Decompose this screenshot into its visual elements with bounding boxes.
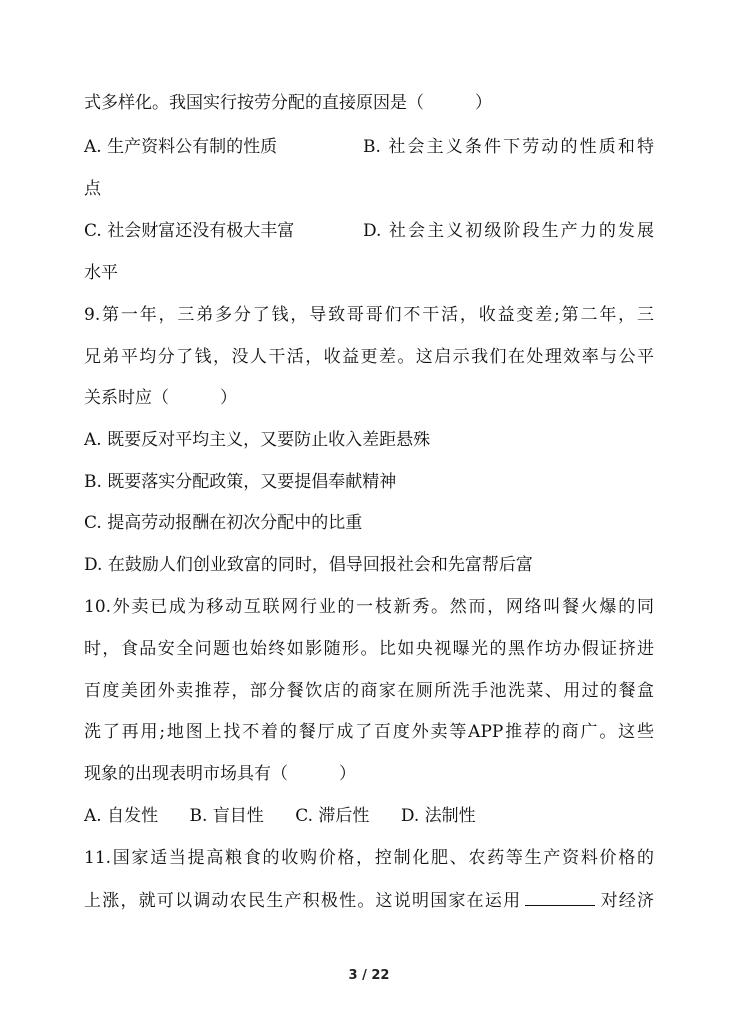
q11-stem-line-1: 11.国家适当提高粮食的收购价格，控制化肥、农药等生产资料价格的 bbox=[84, 848, 654, 868]
q9-option-d: D. 在鼓励人们创业致富的同时，倡导回报社会和先富帮后富 bbox=[84, 555, 533, 575]
q11-stem-line-2 bbox=[84, 889, 654, 912]
q10-stem-line-4: 洗了再用;地图上找不着的餐厅成了百度外卖等APP推荐的商广。这些 bbox=[84, 722, 654, 742]
q10-option-c: C. 滞后性 bbox=[295, 806, 370, 826]
q10-option-b: B. 盲目性 bbox=[189, 806, 264, 826]
q8-option-c: C. 社会财富还没有极大丰富 bbox=[84, 221, 295, 241]
q9-option-c: C. 提高劳动报酬在初次分配中的比重 bbox=[84, 513, 363, 533]
q10-stem-line-2: 时，食品安全问题也始终如影随形。比如央视曝光的黑作坊办假证挤进 bbox=[84, 639, 654, 659]
q8-option-b-continued: 点 bbox=[84, 179, 101, 199]
q9-stem-line-2: 兄弟平均分了钱，没人干活，收益更差。这启示我们在处理效率与公平 bbox=[84, 347, 654, 367]
page-number: 3 / 22 bbox=[348, 968, 390, 983]
q10-stem-line-5: 现象的出现表明市场具有（ ） bbox=[84, 764, 356, 784]
q8-option-a: A. 生产资料公有制的性质 bbox=[84, 137, 278, 157]
q9-stem-line-1: 9.第一年，三弟多分了钱，导致哥哥们不干活，收益变差;第二年，三 bbox=[84, 305, 654, 325]
answer-blank bbox=[525, 889, 595, 906]
q11-stem-line-2-part-a: 上涨，就可以调动农民生产积极性。这说明国家在运用 bbox=[84, 891, 522, 911]
q9-option-a: A. 既要反对平均主义，又要防止收入差距悬殊 bbox=[84, 430, 431, 450]
q11-stem-line-2-part-b: 对经济 bbox=[599, 891, 655, 911]
q8-option-b: B. 社会主义条件下劳动的性质和特 bbox=[363, 137, 654, 157]
q10-stem-line-1: 10.外卖已成为移动互联网行业的一枝新秀。然而，网络叫餐火爆的同 bbox=[84, 597, 654, 617]
q10-options bbox=[84, 805, 502, 827]
q8-option-d: D. 社会主义初级阶段生产力的发展 bbox=[363, 221, 654, 241]
q10-option-a: A. 自发性 bbox=[84, 806, 159, 826]
q10-option-d: D. 法制性 bbox=[400, 806, 476, 826]
q9-option-b: B. 既要落实分配政策，又要提倡奉献精神 bbox=[84, 472, 397, 492]
q9-stem-line-3: 关系时应（ ） bbox=[84, 388, 237, 408]
text-line: 式多样化。我国实行按劳分配的直接原因是（ ） bbox=[84, 93, 492, 113]
q8-option-d-continued: 水平 bbox=[84, 263, 118, 283]
q10-stem-line-3: 百度美团外卖推荐，部分餐饮店的商家在厕所洗手池洗菜、用过的餐盒 bbox=[84, 681, 654, 701]
